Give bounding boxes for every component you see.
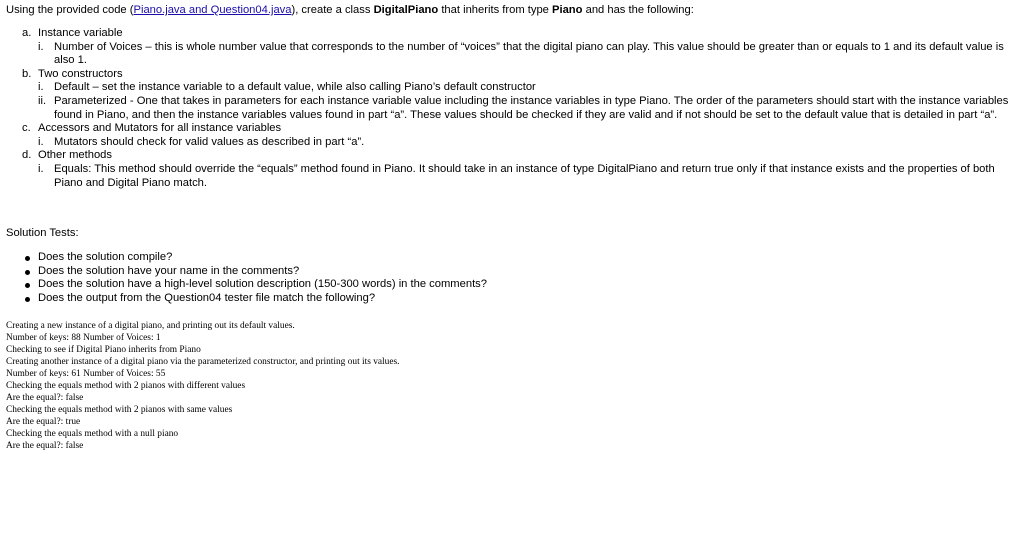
subitem-text: Parameterized - One that takes in parameters for each instance variable value including the instance variables in type Piano. The order of the parameters should start with the instance variables found in Piano, and then the instance variables values found in part “a”. These values should be checked if they are valid and if not should be set to the default value that is detailed in part “a”. bbox=[54, 94, 1009, 121]
output-line: Checking the equals method with 2 pianos with different values bbox=[6, 381, 246, 391]
subitem bbox=[22, 163, 1017, 190]
intro-mid2: that inherits from type bbox=[438, 4, 553, 16]
bullet-icon bbox=[25, 283, 30, 288]
output-line: Number of keys: 61 Number of Voices: 55 bbox=[6, 369, 166, 379]
output-line: Are the equal?: true bbox=[6, 417, 81, 427]
section-a bbox=[22, 27, 1017, 41]
intro-mid1: ), create a class bbox=[291, 4, 374, 16]
output-line: Checking to see if Digital Piano inherits from Piano bbox=[6, 345, 201, 355]
section-label: Two constructors bbox=[38, 67, 123, 80]
subitem-marker: i. bbox=[38, 81, 44, 94]
output-line: Number of keys: 88 Number of Voices: 1 bbox=[6, 333, 161, 343]
section-marker: b. bbox=[22, 67, 32, 80]
solution-tests-list bbox=[22, 251, 1012, 305]
section-c bbox=[22, 122, 1017, 136]
subitem bbox=[22, 95, 1017, 122]
output-line: Creating another instance of a digital piano via the parameterized constructor, and printing out its values. bbox=[6, 357, 400, 367]
subitem-text: Number of Voices – this is whole number value that corresponds to the number of “voices” that the digital piano can play. This value should be greater than or equals to 1 and its default value is also 1. bbox=[54, 40, 1004, 67]
bullet-icon bbox=[25, 270, 30, 275]
subitem-text: Default – set the instance variable to a default value, while also calling Piano’s default constructor bbox=[54, 81, 536, 94]
subitem bbox=[22, 81, 1017, 95]
list-item-text: Does the solution have your name in the comments? bbox=[38, 264, 300, 277]
section-label: Accessors and Mutators for all instance variables bbox=[38, 122, 282, 135]
section-marker: c. bbox=[22, 122, 31, 135]
expected-output-block bbox=[6, 320, 706, 452]
list-item-text: Does the output from the Question04 tester file match the following? bbox=[38, 291, 376, 304]
subitem-marker: i. bbox=[38, 40, 44, 53]
list-item-text: Does the solution compile? bbox=[38, 251, 173, 263]
subitem-marker: i. bbox=[38, 135, 44, 148]
subitem-text: Equals: This method should override the “equals” method found in Piano. It should take in an instance of type DigitalPiano and return true only if that instance exists and the properties of both Piano and Digital Piano match. bbox=[54, 162, 995, 189]
output-line: Are the equal?: false bbox=[6, 441, 84, 451]
output-line: Are the equal?: false bbox=[6, 393, 84, 403]
subitem bbox=[22, 136, 1017, 150]
bullet-icon bbox=[25, 297, 30, 302]
subitem-marker: ii. bbox=[38, 94, 47, 107]
solution-tests-heading: Solution Tests: bbox=[6, 227, 79, 239]
subitem bbox=[22, 41, 1017, 68]
bullet-icon bbox=[25, 256, 30, 261]
code-files-link[interactable]: Piano.java and Question04.java bbox=[133, 4, 292, 16]
subitem-text: Mutators should check for valid values as described in part “a”. bbox=[54, 135, 365, 148]
list-item-text: Does the solution have a high-level solution description (150-300 words) in the comments? bbox=[38, 278, 487, 291]
intro-paragraph bbox=[6, 4, 1016, 18]
section-marker: d. bbox=[22, 149, 32, 162]
list-item bbox=[22, 292, 1012, 306]
section-b bbox=[22, 68, 1017, 82]
subitem-marker: i. bbox=[38, 162, 44, 175]
list-item bbox=[22, 278, 1012, 292]
requirements-outline bbox=[22, 27, 1017, 190]
intro-suffix: and has the following: bbox=[582, 4, 694, 16]
section-label: Other methods bbox=[38, 149, 112, 162]
section-d bbox=[22, 149, 1017, 163]
section-label: Instance variable bbox=[38, 27, 123, 39]
parent-class-name: Piano bbox=[552, 4, 583, 16]
class-name: DigitalPiano bbox=[373, 4, 439, 16]
output-line: Creating a new instance of a digital piano, and printing out its default values. bbox=[6, 321, 295, 331]
output-line: Checking the equals method with a null piano bbox=[6, 429, 179, 439]
output-line: Checking the equals method with 2 pianos with same values bbox=[6, 405, 233, 415]
section-marker: a. bbox=[22, 27, 32, 39]
list-item bbox=[22, 265, 1012, 279]
intro-prefix: Using the provided code ( bbox=[6, 4, 134, 16]
list-item bbox=[22, 251, 1012, 265]
